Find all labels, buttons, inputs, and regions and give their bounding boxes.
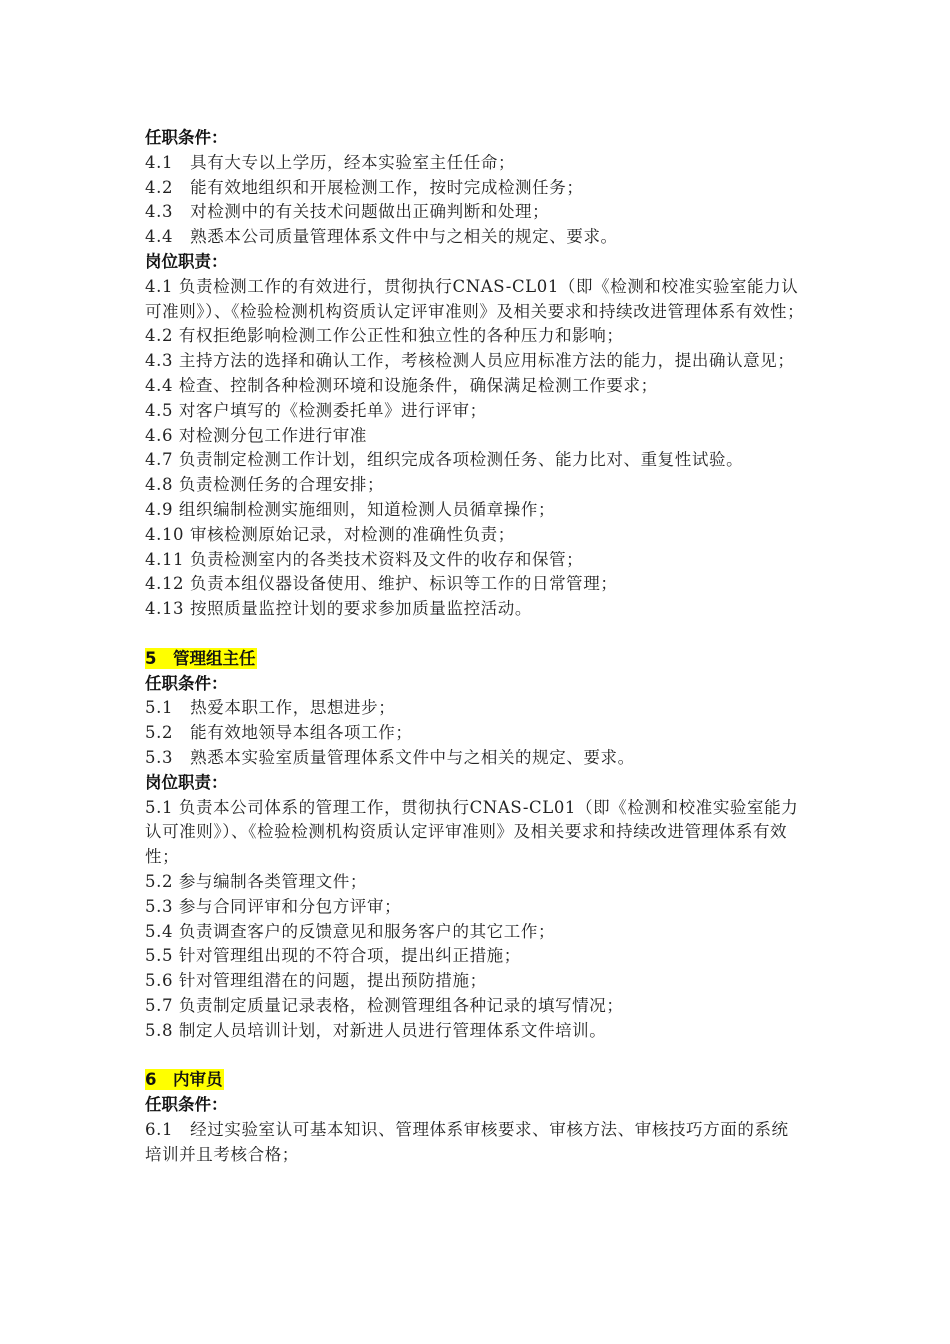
s6-req-item: 6.1 经过实验室认可基本知识、管理体系审核要求、审核方法、审核技巧方面的系统培训并且考核合格； (145, 1119, 789, 1164)
section-5-heading (145, 647, 825, 672)
s5-duty-item: 5.5 针对管理组出现的不符合项，提出纠正措施； (145, 946, 521, 966)
s4-duty-item: 4.8 负责检测任务的合理安排； (145, 475, 385, 495)
s4-duty-item: 4.13 按照质量监控计划的要求参加质量监控活动。 (145, 599, 532, 619)
s4-req-item: 4.3 对检测中的有关技术问题做出正确判断和处理； (145, 202, 550, 222)
s5-duty-item: 5.1 负责本公司体系的管理工作，贯彻执行CNAS-CL01（即《检测和校准实验室能力认可准则》）、《检验检测机构资质认定评审准则》及相关要求和持续改进管理体系有效性； (145, 797, 799, 867)
s5-req-item: 5.2 能有效地领导本组各项工作； (145, 723, 413, 743)
s4-duty-item: 4.10 审核检测原始记录，对检测的准确性负责； (145, 524, 515, 544)
s4-duty-item: 4.7 负责制定检测工作计划，组织完成各项检测任务、能力比对、重复性试验。 (145, 450, 744, 470)
s5-duty-item: 5.3 参与合同评审和分包方评审； (145, 896, 402, 916)
s6-requirements-label: 任职条件： (145, 1095, 228, 1115)
s5-requirements-label: 任职条件： (145, 673, 228, 693)
s4-duty-item: 4.4 检查、控制各种检测环境和设施条件，确保满足检测工作要求； (145, 375, 658, 395)
s5-duty-item: 5.2 参与编制各类管理文件； (145, 871, 367, 891)
s4-duty-item: 4.3 主持方法的选择和确认工作，考核检测人员应用标准方法的能力，提出确认意见； (145, 351, 795, 371)
s5-duty-item: 5.7 负责制定质量记录表格，检测管理组各种记录的填写情况； (145, 995, 624, 1015)
section-5-title: 5 管理组主任 (145, 648, 256, 668)
s4-duty-item: 4.12 负责本组仪器设备使用、维护、标识等工作的日常管理； (145, 574, 618, 594)
s4-duty-item: 4.9 组织编制检测实施细则，知道检测人员循章操作； (145, 499, 556, 519)
s4-req-item: 4.1 具有大专以上学历，经本实验室主任任命； (145, 152, 516, 172)
s5-req-item: 5.3 熟悉本实验室质量管理体系文件中与之相关的规定、要求。 (145, 747, 635, 767)
section-6-heading (145, 1068, 825, 1093)
s4-duty-item: 4.2 有权拒绝影响检测工作公正性和独立性的各种压力和影响； (145, 326, 624, 346)
s5-duties-label: 岗位职责： (145, 772, 228, 792)
s5-req-item: 5.1 热爱本职工作，思想进步； (145, 698, 396, 718)
s5-duty-item: 5.6 针对管理组潜在的问题，提出预防措施； (145, 971, 487, 991)
section-6-title: 6 内审员 (145, 1070, 223, 1090)
s4-req-item: 4.2 能有效地组织和开展检测工作，按时完成检测任务； (145, 177, 584, 197)
document-page (145, 126, 825, 1167)
s4-duty-item: 4.1 负责检测工作的有效进行，贯彻执行CNAS-CL01（即《检测和校准实验室能力认可准则》）、《检验检测机构资质认定评审准则》及相关要求和持续改进管理体系有效性； (145, 276, 805, 321)
s4-duties-label: 岗位职责： (145, 251, 228, 271)
s4-duty-item: 4.11 负责检测室内的各类技术资料及文件的收存和保管； (145, 549, 584, 569)
s4-req-item: 4.4 熟悉本公司质量管理体系文件中与之相关的规定、要求。 (145, 227, 618, 247)
s5-duty-item: 5.8 制定人员培训计划，对新进人员进行管理体系文件培训。 (145, 1020, 607, 1040)
s4-requirements-label: 任职条件： (145, 128, 228, 147)
s4-duty-item: 4.6 对检测分包工作进行审准 (145, 425, 367, 445)
s4-duty-item: 4.5 对客户填写的《检测委托单》进行评审； (145, 400, 487, 420)
s5-duty-item: 5.4 负责调查客户的反馈意见和服务客户的其它工作； (145, 921, 556, 941)
